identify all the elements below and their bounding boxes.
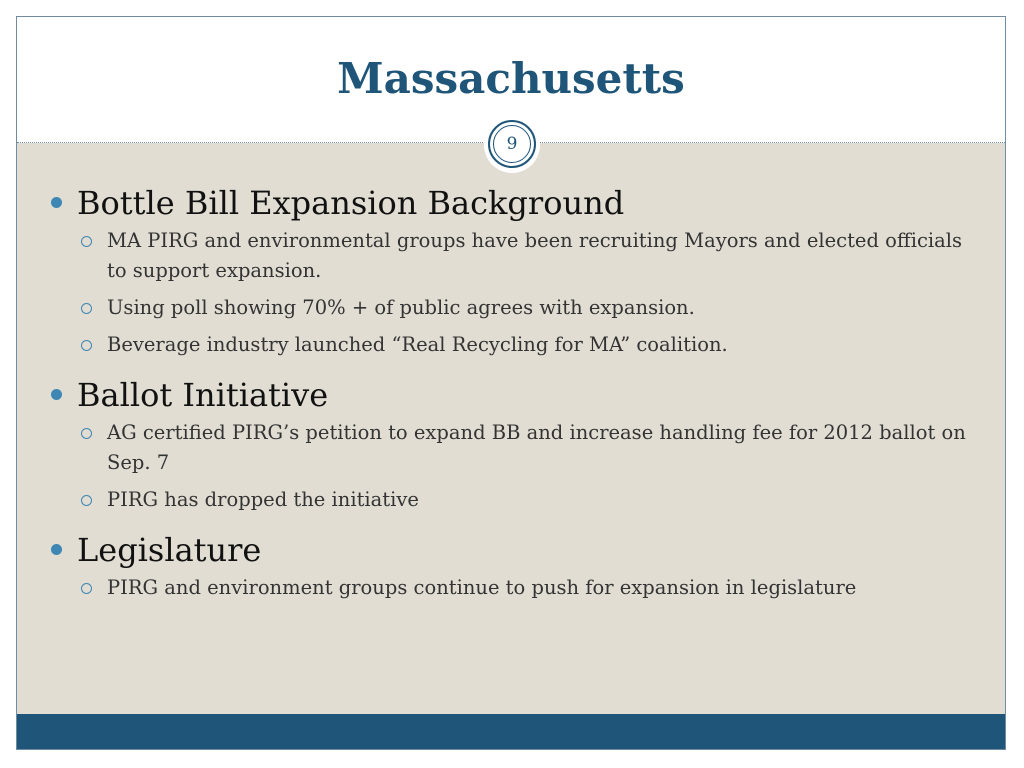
- section-heading-text: Legislature: [77, 531, 262, 569]
- ring-bullet-icon: [81, 495, 92, 506]
- sub-bullet-text: MA PIRG and environmental groups have been recruiting Mayors and elected officials to support expansion.: [107, 229, 963, 282]
- page-number-badge: [488, 120, 536, 168]
- sub-bullet-text: PIRG and environment groups continue to push for expansion in legislature: [107, 576, 857, 599]
- sub-bullet-item: [47, 226, 987, 286]
- sub-bullet-list: [47, 573, 987, 603]
- sub-bullet-list: [47, 418, 987, 515]
- bullet-dot-icon: [51, 544, 62, 555]
- section-heading: [47, 529, 987, 571]
- sub-bullet-list: [47, 226, 987, 360]
- sub-bullet-item: [47, 330, 987, 360]
- ring-bullet-icon: [81, 236, 92, 247]
- slide-body: [47, 182, 987, 617]
- ring-bullet-icon: [81, 583, 92, 594]
- bullet-dot-icon: [51, 389, 62, 400]
- sub-bullet-item: [47, 573, 987, 603]
- section-heading: [47, 374, 987, 416]
- sub-bullet-text: AG certified PIRG’s petition to expand BB and increase handling fee for 2012 ballot on Sep. 7: [107, 421, 966, 474]
- ring-bullet-icon: [81, 340, 92, 351]
- sub-bullet-item: [47, 293, 987, 323]
- section-bottle-bill: [47, 182, 987, 360]
- slide: [16, 16, 1006, 750]
- sub-bullet-item: [47, 485, 987, 515]
- footer-bar: [17, 714, 1005, 749]
- sub-bullet-text: Beverage industry launched “Real Recycling for MA” coalition.: [107, 333, 728, 356]
- sub-bullet-text: Using poll showing 70% + of public agrees with expansion.: [107, 296, 695, 319]
- sub-bullet-text: PIRG has dropped the initiative: [107, 488, 419, 511]
- section-heading: [47, 182, 987, 224]
- slide-title: Massachusetts: [337, 54, 685, 103]
- section-ballot-initiative: [47, 374, 987, 515]
- section-legislature: [47, 529, 987, 603]
- page-number: 9: [493, 125, 531, 163]
- bullet-dot-icon: [51, 197, 62, 208]
- ring-bullet-icon: [81, 428, 92, 439]
- ring-bullet-icon: [81, 303, 92, 314]
- section-heading-text: Ballot Initiative: [77, 376, 329, 414]
- sub-bullet-item: [47, 418, 987, 478]
- section-heading-text: Bottle Bill Expansion Background: [77, 184, 625, 222]
